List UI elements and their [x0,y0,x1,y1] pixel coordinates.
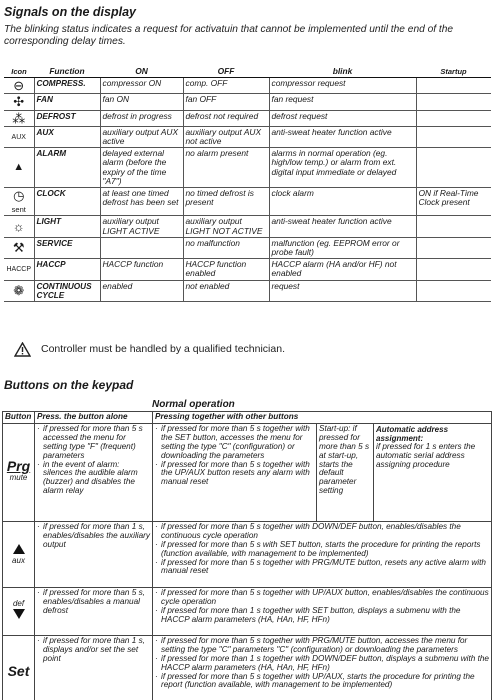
signal-row [4,237,491,258]
signal-startup-cell [416,259,491,280]
up-together-item: · if pressed for more than 5 s with SET button, starts the procedure for printing the reports (function available, with management to be implemented) [155,541,489,559]
set-together-item: · if pressed for more than 1 s together with DOWN/DEF button, displays a submenu with the HACCP alarm parameters (HA, HAn, HF, HFn) [155,655,489,673]
signal-blink-cell: malfunction (eg. EEPROM error or probe fault) [269,237,416,258]
signal-icon-cell [4,237,34,258]
signals-header-row [4,66,491,78]
signal-startup-cell [416,216,491,237]
keypad-header-row [3,412,492,424]
signal-on-cell: at least one timed defrost has been set [100,188,183,216]
signals-intro: The blinking status indicates a request for activatuin that cannot be implemented until the end of the corresponding delay times. [4,24,454,47]
prg-startup-cell: Start-up: if pressed for more than 5 s at start-up, starts the default parameter setting [317,423,374,521]
signal-icon-cell [4,148,34,188]
prg-alone-item: · in the event of alarm: silences the audible alarm (buzzer) and disables the alarm relay [37,461,150,497]
continuous-cycle-icon: ❁ [13,283,25,299]
signal-startup-cell [416,280,491,301]
down-arrow-icon [12,608,26,620]
alarm-icon: ▲ [13,161,25,174]
down-sub-label: def [12,598,25,608]
prg-mute-button[interactable] [3,423,35,521]
signals-title: Signals on the display [4,5,136,19]
signal-on-cell: delayed external alarm (before the expiry of the time "A7") [100,148,183,188]
sent-label: sent [11,205,26,215]
signal-row [4,148,491,188]
header-button: Button [3,412,35,424]
signal-row [4,216,491,237]
header-blink: blink [269,66,416,78]
set-key-label: Set [7,663,30,680]
set-together-item: · if pressed for more than 5 s together with UP/AUX, starts the procedure for printing the report (function available, with management to be implemented) [155,673,489,691]
prg-address-text: if pressed for 1 s enters the automatic serial address assigning procedure [376,441,476,469]
signal-off-cell: auxiliary output AUX not active [183,126,269,147]
signal-on-cell: auxiliary output AUX active [100,126,183,147]
signal-row [4,259,491,280]
signal-blink-cell: fan request [269,94,416,110]
signal-off-cell: defrost not required [183,110,269,126]
signal-icon-cell [4,126,34,147]
signal-blink-cell: HACCP alarm (HA and/or HF) not enabled [269,259,416,280]
signal-icon-cell [4,188,34,216]
prg-alone-cell [35,423,153,521]
up-together-item: · if pressed for more than 5 s together with PRG/MUTE button, resets any active alarm with manual reset [155,559,489,577]
header-press-alone: Press. the button alone [35,412,153,424]
signal-off-cell: no malfunction [183,237,269,258]
up-together-cell [153,521,492,587]
signal-row [4,94,491,110]
defrost-icon: ⁂ [12,110,26,126]
up-alone-cell [35,521,153,587]
set-alone-item: · if pressed for more than 1 s, displays and/or set the set point [37,637,150,664]
signal-function-cell: HACCP [34,259,100,280]
signal-row [4,126,491,147]
signal-on-cell: fan ON [100,94,183,110]
up-sub-label: aux [12,556,25,566]
signal-startup-cell: ON if Real-Time Clock present [416,188,491,216]
light-icon: ☼ [12,219,25,235]
signal-icon-cell [4,280,34,301]
header-press-together: Pressing together with other buttons [153,412,492,424]
prg-together-item: · if pressed for more than 5 s together with the SET button, accesses the menu for setting the type "C" (configuration) or downloading the parameters [155,425,314,461]
warning-notice [14,340,285,358]
signal-startup-cell [416,148,491,188]
service-icon: ⚒ [12,240,25,256]
signal-off-cell: auxiliary output LIGHT NOT ACTIVE [183,216,269,237]
signal-off-cell: fan OFF [183,94,269,110]
signal-blink-cell: compressor request [269,78,416,94]
signal-icon-cell [4,78,34,94]
clock-icon: ◷ [13,188,25,204]
up-alone-item: · if pressed for more than 1 s, enables/disables the auxiliary output [37,523,150,550]
signal-blink-cell: alarms in normal operation (eg. high/low temp.) or alarm from ext. digital input immediate or delayed [269,148,416,188]
signals-table [4,66,491,302]
keypad-table [2,411,492,700]
signal-off-cell: no timed defrost is present [183,188,269,216]
signal-blink-cell: anti-sweat heater function active [269,126,416,147]
signal-off-cell: comp. OFF [183,78,269,94]
signal-blink-cell: clock alarm [269,188,416,216]
signal-function-cell: CONTINUOUS CYCLE [34,280,100,301]
prg-address-title: Automatic address assignment: [376,424,449,443]
signal-function-cell: LIGHT [34,216,100,237]
signal-startup-cell [416,94,491,110]
set-row [3,635,492,700]
down-def-button[interactable] [3,587,35,635]
signal-blink-cell: request [269,280,416,301]
signal-function-cell: SERVICE [34,237,100,258]
header-startup: Startup [416,66,491,78]
signal-on-cell: defrost in progress [100,110,183,126]
normal-operation-label: Normal operation [152,399,235,410]
haccp-icon: HACCP [6,266,31,274]
set-together-cell [153,635,492,700]
signal-row [4,78,491,94]
header-on: ON [100,66,183,78]
signal-on-cell: HACCP function [100,259,183,280]
signal-function-cell: COMPRESS. [34,78,100,94]
up-aux-button[interactable] [3,521,35,587]
signal-icon-cell [4,110,34,126]
signal-function-cell: FAN [34,94,100,110]
header-function: Function [34,66,100,78]
warning-icon [14,342,31,357]
down-row [3,587,492,635]
down-alone-item: · if pressed for more than 5 s, enables/disables a manual defrost [37,589,150,616]
signal-row [4,110,491,126]
prg-together-item: · if pressed for more than 5 s together with the UP/AUX button resets any alarm with manual reset [155,461,314,488]
signal-startup-cell [416,126,491,147]
signal-off-cell: not enabled [183,280,269,301]
signal-icon-cell [4,216,34,237]
set-together-item: · if pressed for more than 5 s together with PRG/MUTE button, accesses the menu for setting the type "C" parameters "C" (configuration) or downloading the parameters [155,637,489,655]
up-together-item: · if pressed for more than 5 s together with DOWN/DEF button, enables/disables the continuous cycle operation [155,523,489,541]
down-together-item: · if pressed for more than 5 s together with UP/AUX button, enables/disables the continuous cycle operation [155,589,489,607]
signal-icon-cell [4,94,34,110]
signal-row [4,280,491,301]
signal-startup-cell [416,237,491,258]
signal-icon-cell [4,259,34,280]
signal-function-cell: DEFROST [34,110,100,126]
signal-off-cell: HACCP function enabled [183,259,269,280]
header-off: OFF [183,66,269,78]
signal-row [4,188,491,216]
down-together-item: · if pressed for more than 1 s together with SET button, displays a submenu with the HACCP alarm parameters (HA, HAn, HF, HFn) [155,607,489,625]
aux-icon: AUX [11,134,26,142]
fan-icon: ✣ [13,94,25,110]
prg-row [3,423,492,521]
signal-startup-cell [416,78,491,94]
down-alone-cell [35,587,153,635]
signal-blink-cell: anti-sweat heater function active [269,216,416,237]
signal-blink-cell: defrost request [269,110,416,126]
signal-on-cell: compressor ON [100,78,183,94]
keypad-title: Buttons on the keypad [4,378,134,392]
up-row [3,521,492,587]
set-alone-cell [35,635,153,700]
prg-alone-item: · if pressed for more than 5 s accessed the menu for setting type "F" (frequent) parameters [37,425,150,461]
signal-startup-cell [416,110,491,126]
warning-text: Controller must be handled by a qualified technician. [41,343,285,355]
signal-function-cell: AUX [34,126,100,147]
prg-address-cell [374,423,492,521]
signal-on-cell: auxiliary output LIGHT ACTIVE [100,216,183,237]
up-arrow-icon [12,543,26,555]
prg-sub-label: mute [9,472,28,482]
signal-function-cell: CLOCK [34,188,100,216]
signal-function-cell: ALARM [34,148,100,188]
set-button[interactable] [3,635,35,700]
header-icon: Icon [4,66,34,78]
down-together-cell [153,587,492,635]
prg-together-cell [153,423,317,521]
compressor-icon: ⊖ [13,78,25,94]
prg-key-label: Prg [6,458,31,474]
signal-off-cell: no alarm present [183,148,269,188]
signal-on-cell: enabled [100,280,183,301]
signal-on-cell [100,237,183,258]
